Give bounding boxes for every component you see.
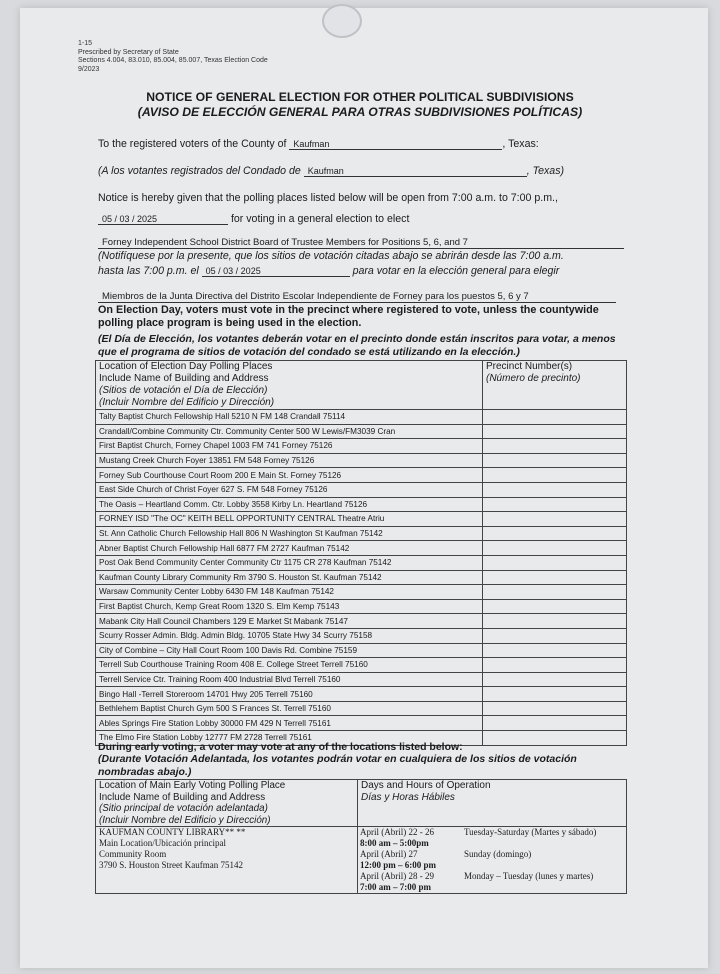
hours-header — [358, 780, 627, 827]
precinct-cell — [483, 570, 627, 585]
county-field-es: Kaufman — [304, 166, 527, 177]
table-row — [96, 672, 627, 687]
location-cell: FORNEY ISD "The OC" KEITH BELL OPPORTUNITY CENTRAL Theatre Atriu — [96, 512, 483, 527]
hours-text: 8:00 am – 5:00pm — [360, 838, 429, 848]
header-line: (Sitios de votación el Día de Elección) — [99, 385, 268, 396]
table-row — [96, 628, 627, 643]
precinct-cell — [483, 731, 627, 746]
location-cell: Forney Sub Courthouse Court Room 200 E Main St. Forney 75126 — [96, 468, 483, 483]
table-row — [96, 687, 627, 702]
header-line: Precinct Number(s) — [486, 361, 573, 372]
election-date-es: 05 / 03 / 2025 — [202, 266, 350, 277]
location-cell: Crandall/Combine Community Ctr. Community Center 500 W Lewis/FM3039 Cran — [96, 424, 483, 439]
dates-text: April (Abril) 22 - 26 — [360, 827, 434, 837]
location-header — [96, 361, 483, 410]
notice-es1: (Notifíquese por la presente, que los sitios de votación citadas abajo se abrirán desde las 7:00 a.m. — [98, 250, 564, 262]
location-cell: Post Oak Bend Community Center Community Ctr 1175 CR 278 Kaufman 75142 — [96, 555, 483, 570]
voters-prefix: To the registered voters of the County of — [98, 138, 287, 150]
table-row — [96, 468, 627, 483]
table-row — [96, 439, 627, 454]
location-cell: Warsaw Community Center Lobby 6430 FM 148 Kaufman 75142 — [96, 585, 483, 600]
header-line: (Incluir Nombre del Edificio y Dirección) — [99, 814, 271, 826]
precinct-cell — [483, 439, 627, 454]
location-cell: Ables Springs Fire Station Lobby 30000 FM 429 N Terrell 75161 — [96, 716, 483, 731]
precinct-cell — [483, 453, 627, 468]
days-text: Monday – Tuesday (lunes y martes) — [464, 871, 594, 881]
header-line: (Sitio principal de votación adelantada) — [99, 803, 268, 814]
voters-line-es — [98, 165, 564, 177]
precinct-cell — [483, 672, 627, 687]
precinct-cell — [483, 526, 627, 541]
schedule-row — [358, 849, 626, 871]
precinct-cell — [483, 643, 627, 658]
header-line: Include Name of Building and Address — [99, 791, 266, 803]
election-day-es: (El Día de Elección, los votantes deberán votar en el precinto donde están inscritos para votar, a menos que el programa de sitios de votación del condado se está utilizando en la elección.) — [98, 333, 616, 358]
location-line: KAUFMAN COUNTY LIBRARY** ** — [99, 827, 246, 837]
table-row — [96, 701, 627, 716]
notice-es2b: para votar en la elección general para elegir — [352, 265, 560, 277]
table-row — [96, 410, 627, 425]
precinct-cell — [483, 482, 627, 497]
notice-line2-text: for voting in a general election to elect — [230, 213, 410, 225]
location-cell: City of Combine – City Hall Court Room 100 Davis Rd. Combine 75159 — [96, 643, 483, 658]
table-row — [96, 555, 627, 570]
code-sections: Sections 4.004, 83.010, 85.004, 85.007, Texas Election Code — [78, 57, 268, 64]
location-cell: The Oasis – Heartland Comm. Ctr. Lobby 3558 Kirby Ln. Heartland 75126 — [96, 497, 483, 512]
location-cell: Mustang Creek Church Foyer 13851 FM 548 Forney 75126 — [96, 453, 483, 468]
location-cell: Terrell Service Ctr. Training Room 400 Industrial Blvd Terrell 75160 — [96, 672, 483, 687]
location-cell: Terrell Sub Courthouse Training Room 408 E. College Street Terrell 75160 — [96, 658, 483, 673]
precinct-cell — [483, 658, 627, 673]
schedule-cell — [358, 827, 627, 894]
schedule-dates — [358, 849, 458, 871]
schedule-dates — [358, 827, 458, 849]
header-line: Días y Horas Hábiles — [361, 792, 455, 803]
schedule-row — [358, 827, 626, 849]
header-line: Include Name of Building and Address — [99, 373, 269, 384]
header-line: (Incluir Nombre del Edificio y Dirección) — [99, 397, 275, 408]
precinct-cell — [483, 468, 627, 483]
office-field-es: Miembros de la Junta Directiva del Distrito Escolar Independiente de Forney para los puestos 5, 6 y 7 — [98, 291, 616, 303]
precinct-cell — [483, 628, 627, 643]
table-row — [96, 570, 627, 585]
precinct-cell — [483, 410, 627, 425]
table-row — [96, 643, 627, 658]
precinct-cell — [483, 555, 627, 570]
voters-suffix-es: , Texas) — [526, 165, 565, 177]
precinct-cell — [483, 497, 627, 512]
table-row — [96, 526, 627, 541]
header-line: Location of Election Day Polling Places — [99, 361, 273, 372]
main-location-cell — [96, 827, 358, 894]
early-voting-table — [95, 779, 627, 894]
election-day-en: On Election Day, voters must vote in the precinct where registered to vote, unless the countywide polling place program is being used in the election. — [98, 304, 599, 329]
office-line — [98, 236, 624, 249]
early-voting-en: During early voting, a voter may vote at any of the locations listed below: — [98, 741, 463, 753]
table-row — [96, 512, 627, 527]
precinct-cell — [483, 614, 627, 629]
office-line-es — [98, 290, 616, 303]
voters-suffix: , Texas: — [502, 138, 539, 150]
precinct-cell — [483, 512, 627, 527]
precinct-cell — [483, 701, 627, 716]
header-line: (Número de precinto) — [486, 373, 581, 384]
location-cell: St. Ann Catholic Church Fellowship Hall 806 N Washington St Kaufman 75142 — [96, 526, 483, 541]
office-field: Forney Independent School District Board of Trustee Members for Positions 5, 6, and 7 — [98, 237, 624, 249]
prescribed-by: Prescribed by Secretary of State — [78, 48, 179, 56]
precinct-header — [483, 361, 627, 410]
early-voting-es: (Durante Votación Adelantada, los votantes podrán votar en cualquiera de los sitios de votación nombradas abajo.) — [98, 753, 577, 778]
table-row — [96, 614, 627, 629]
form-meta — [78, 40, 268, 74]
location-cell: First Baptist Church, Forney Chapel 1003 FM 741 Forney 75126 — [96, 439, 483, 454]
notice-line1: Notice is hereby given that the polling places listed below will be open from 7:00 a.m. to 7:00 p.m., — [98, 192, 558, 204]
election-date: 05 / 03 / 2025 — [98, 214, 228, 225]
precinct-cell — [483, 687, 627, 702]
days-text: Sunday (domingo) — [464, 849, 532, 859]
hours-text: 7:00 am – 7:00 pm — [360, 882, 431, 892]
precinct-cell — [483, 716, 627, 731]
voters-prefix-es: (A los votantes registrados del Condado de — [98, 165, 301, 177]
table-row — [96, 482, 627, 497]
location-cell: Kaufman County Library Community Rm 3790 S. Houston St. Kaufman 75142 — [96, 570, 483, 585]
election-day-table — [95, 360, 627, 746]
location-cell: Mabank City Hall Council Chambers 129 E Market St Mabank 75147 — [96, 614, 483, 629]
location-line: Main Location/Ubicación principal — [99, 838, 226, 848]
main-location-header — [96, 780, 358, 827]
dates-text: April (Abril) 27 — [360, 849, 418, 859]
header-line: Location of Main Early Voting Polling Place — [99, 780, 286, 791]
form-number: 1-15 — [78, 40, 93, 47]
table-row — [96, 453, 627, 468]
title-es: (AVISO DE ELECCIÓN GENERAL PARA OTRAS SUBDIVISIONES POLÍTICAS) — [137, 105, 583, 119]
days-text: Tuesday-Saturday (Martes y sábado) — [464, 827, 597, 837]
table-row — [96, 716, 627, 731]
location-cell: East Side Church of Christ Foyer 627 S. FM 548 Forney 75126 — [96, 482, 483, 497]
precinct-cell — [483, 585, 627, 600]
precinct-cell — [483, 599, 627, 614]
table-row — [96, 497, 627, 512]
county-field: Kaufman — [289, 139, 502, 150]
precinct-cell — [483, 541, 627, 556]
location-cell: Scurry Rosser Admin. Bldg. Admin Bldg. 10705 State Hwy 34 Scurry 75158 — [96, 628, 483, 643]
location-cell: Bethlehem Baptist Church Gym 500 S Frances St. Terrell 75160 — [96, 701, 483, 716]
title-en: NOTICE OF GENERAL ELECTION FOR OTHER POLITICAL SUBDIVISIONS — [146, 90, 574, 104]
table-row — [96, 658, 627, 673]
location-cell: Bingo Hall -Terrell Storeroom 14701 Hwy 205 Terrell 75160 — [96, 687, 483, 702]
precinct-cell — [483, 424, 627, 439]
location-cell: The Elmo Fire Station Lobby 12777 FM 2728 Terrell 75161 — [96, 731, 483, 746]
dates-text: April (Abril) 28 - 29 — [360, 871, 434, 881]
table-row — [96, 585, 627, 600]
page-title — [80, 90, 640, 120]
clip-icon — [322, 4, 362, 38]
location-cell: Abner Baptist Church Fellowship Hall 6877 FM 2727 Kaufman 75142 — [96, 541, 483, 556]
schedule-row — [358, 871, 626, 893]
form-date: 9/2023 — [78, 65, 100, 73]
location-line: 3790 S. Houston Street Kaufman 75142 — [99, 860, 243, 870]
table-row — [96, 424, 627, 439]
location-line: Community Room — [99, 849, 167, 859]
location-cell: First Baptist Church, Kemp Great Room 1320 S. Elm Kemp 75143 — [96, 599, 483, 614]
notice-es2 — [98, 265, 559, 277]
notice-line2 — [98, 213, 409, 225]
table-header — [96, 361, 627, 410]
voters-line-en — [98, 138, 539, 150]
table-row — [96, 541, 627, 556]
header-line: Days and Hours of Operation — [361, 780, 491, 791]
notice-es2a: hasta las 7:00 p.m. el — [98, 265, 199, 277]
hours-text: 12:00 pm – 6:00 pm — [360, 860, 436, 870]
location-cell: Talty Baptist Church Fellowship Hall 5210 N FM 148 Crandall 75114 — [96, 410, 483, 425]
schedule-dates — [358, 871, 458, 893]
table-row — [96, 599, 627, 614]
table-row — [96, 827, 627, 894]
table-header — [96, 780, 627, 827]
